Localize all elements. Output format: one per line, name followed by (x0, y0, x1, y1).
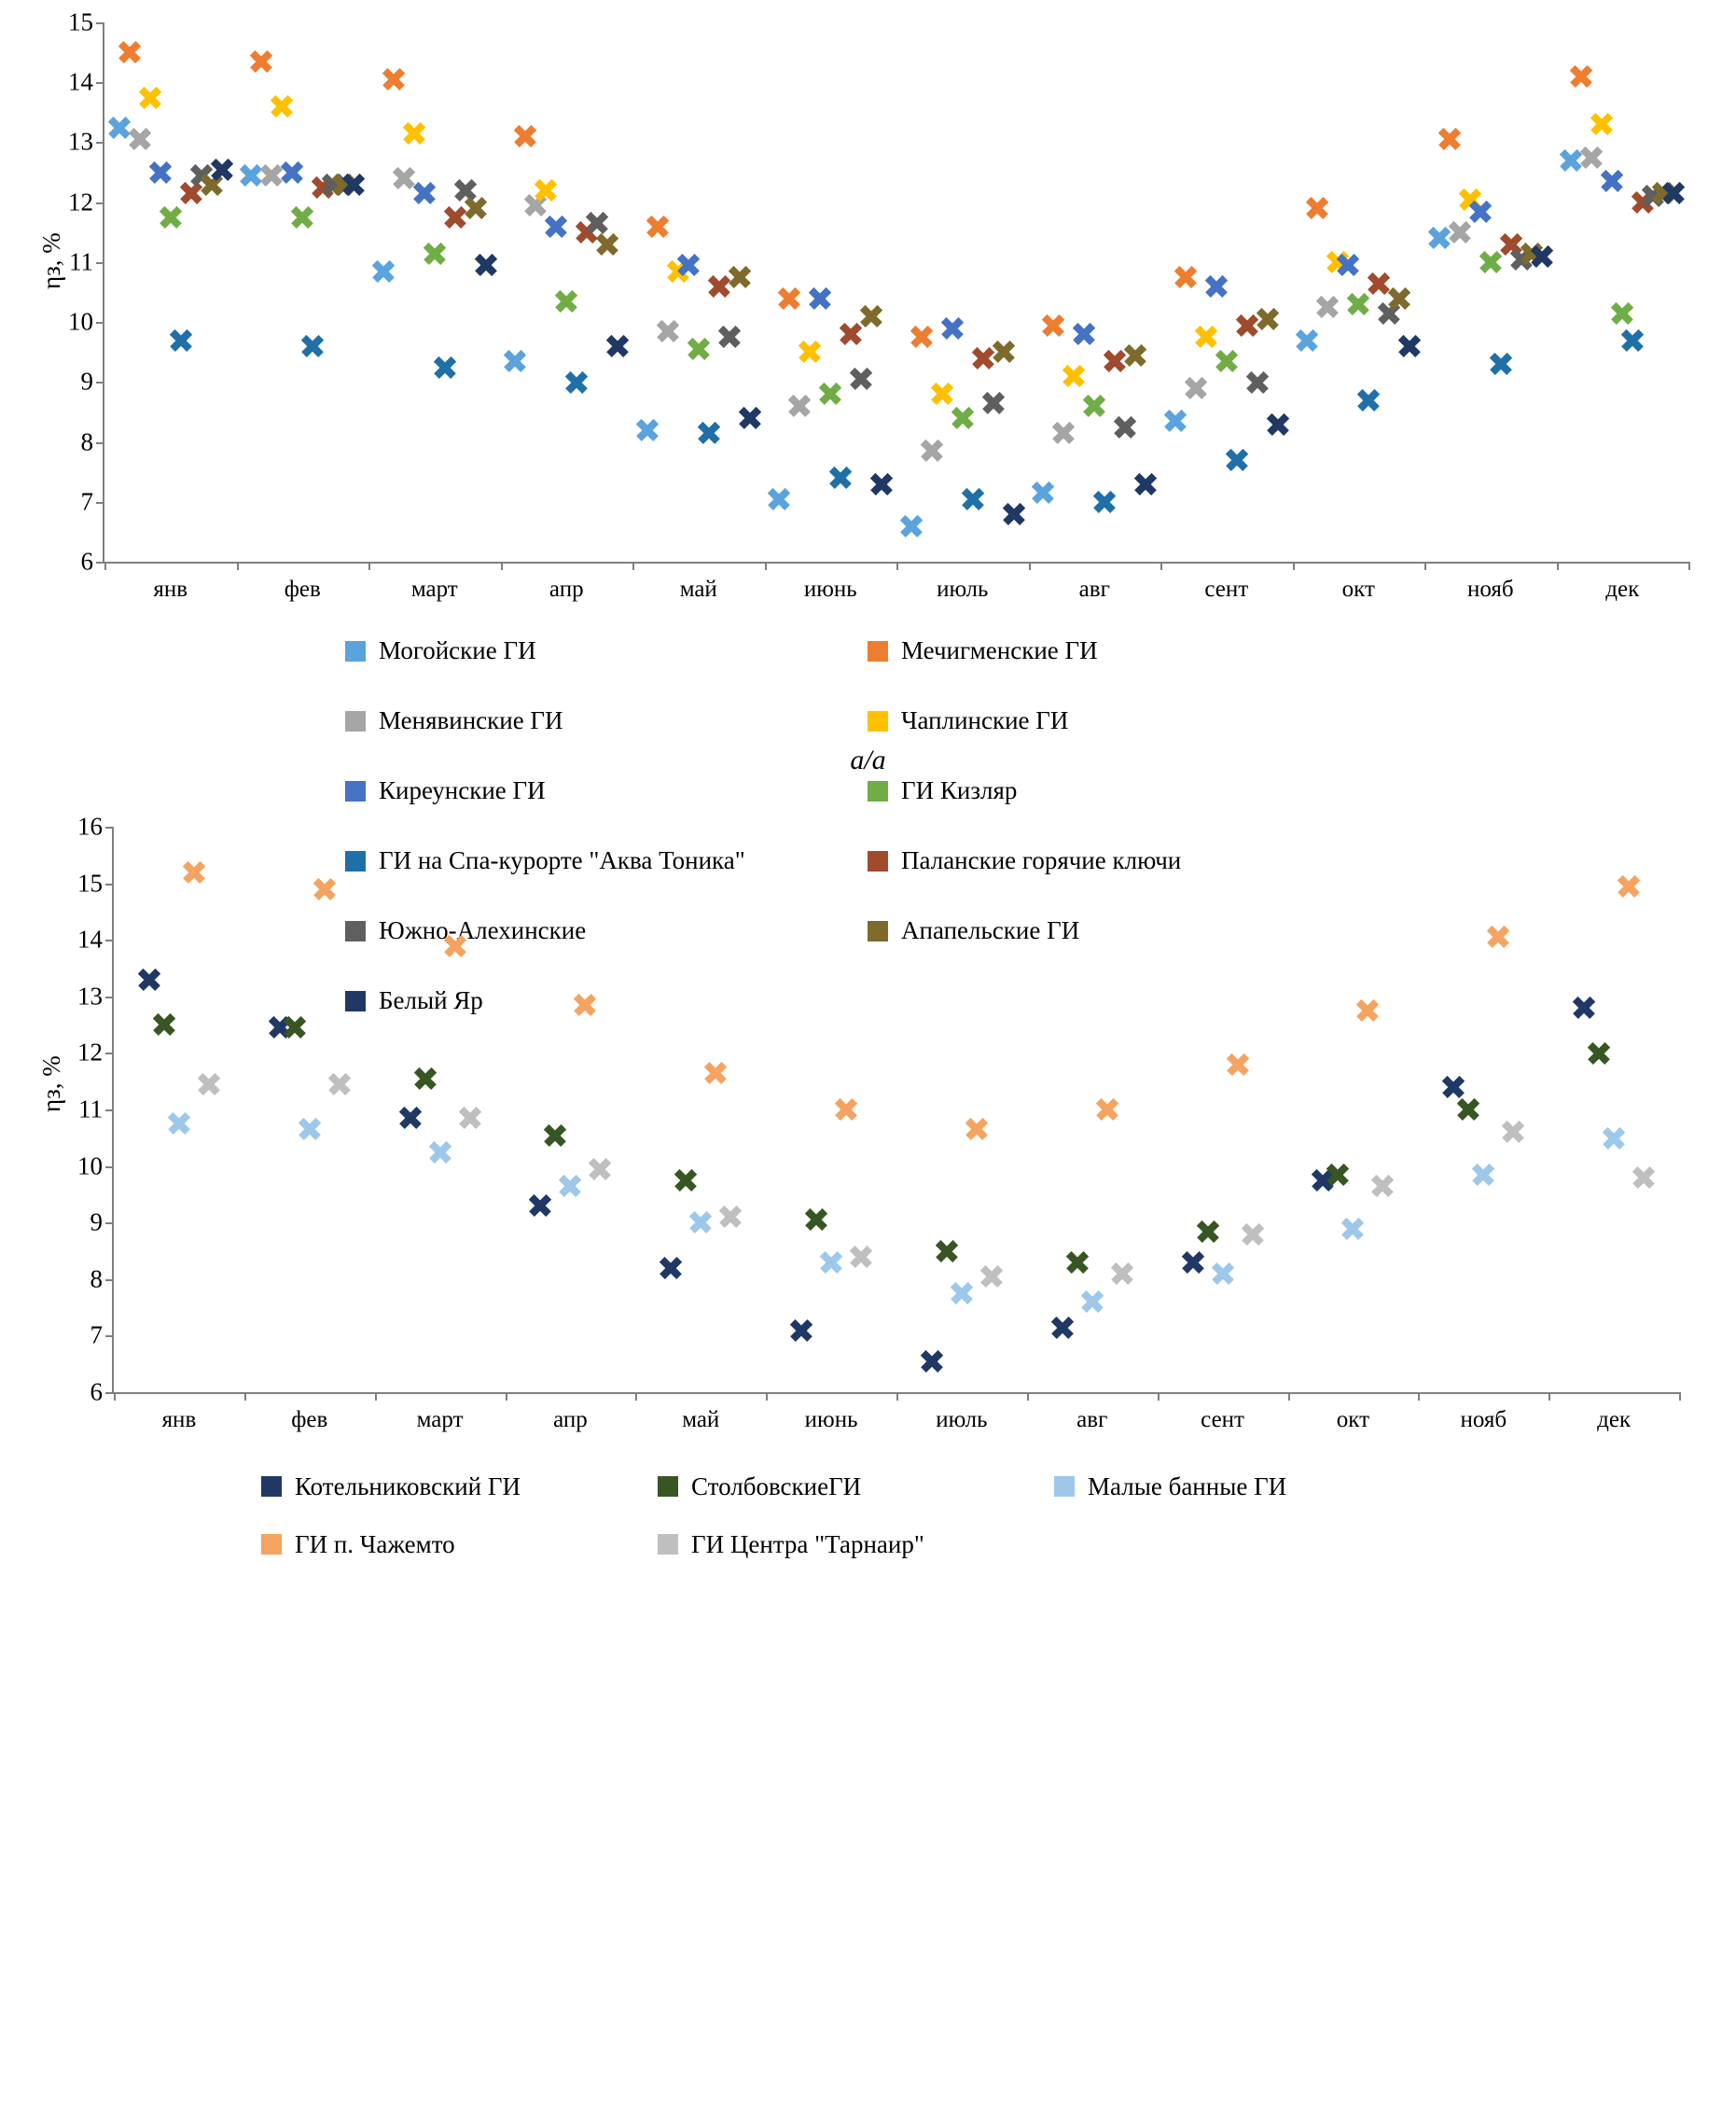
data-point-marker (1468, 199, 1493, 223)
data-point-marker (458, 1106, 482, 1130)
data-point-marker (1569, 64, 1593, 89)
data-point-marker (950, 1281, 974, 1305)
data-point-marker (1002, 502, 1026, 526)
data-point-marker (1215, 349, 1239, 373)
legend-label: Менявинские ГИ (379, 706, 563, 734)
data-point-marker (1387, 286, 1411, 310)
legend-color-swatch (261, 1476, 282, 1497)
x-axis-tick-label: дек (1605, 577, 1640, 602)
legend-label: Апапельские ГИ (901, 916, 1080, 944)
legend-label: Белый Яр (379, 986, 483, 1014)
data-point-marker (992, 340, 1016, 364)
data-point-marker (930, 382, 954, 406)
data-point-marker (728, 265, 752, 289)
data-point-marker (849, 1245, 873, 1269)
data-point-marker (290, 205, 314, 230)
data-point-marker (899, 513, 924, 537)
data-point-marker (118, 40, 142, 64)
data-point-marker (464, 196, 488, 220)
y-axis-tick-mark (96, 142, 104, 144)
y-axis-tick-mark (96, 262, 104, 264)
data-point-marker (382, 67, 406, 91)
x-axis-tick-mark (104, 562, 106, 570)
data-point-marker (718, 1205, 743, 1229)
y-axis-tick-label: 6 (80, 547, 93, 576)
y-axis-tick-label: 15 (77, 869, 103, 898)
x-axis-tick-mark (375, 1392, 377, 1401)
data-point-marker (1471, 1163, 1495, 1187)
data-point-marker (543, 1123, 567, 1147)
data-point-marker (280, 160, 304, 185)
data-point-marker (1661, 181, 1686, 205)
data-point-marker (1050, 1315, 1075, 1339)
x-axis-tick-label: янв (153, 577, 188, 602)
data-point-marker (1602, 1125, 1626, 1150)
data-point-marker (283, 1015, 307, 1039)
data-point-marker (849, 367, 873, 391)
x-axis-tick-label: авг (1078, 577, 1110, 602)
chart-b-plot-area (77, 812, 1679, 1432)
data-point-marker (1501, 1120, 1525, 1144)
data-point-marker (528, 1193, 552, 1218)
y-axis-tick-mark (96, 322, 104, 324)
y-axis-tick-mark (105, 940, 114, 941)
data-point-marker (717, 325, 742, 349)
data-point-marker (554, 289, 578, 314)
data-point-marker (1600, 169, 1624, 193)
data-point-marker (503, 349, 527, 373)
data-point-marker (920, 439, 944, 463)
data-point-marker (1072, 322, 1096, 346)
x-axis-tick-label: сент (1201, 1407, 1244, 1432)
legend-color-swatch (868, 781, 888, 802)
data-point-marker (1256, 307, 1280, 331)
legend-color-swatch (1054, 1476, 1075, 1497)
data-point-marker (1194, 325, 1218, 349)
data-point-marker (676, 253, 701, 277)
data-point-marker (1110, 1262, 1134, 1286)
x-axis-tick-mark (1688, 562, 1690, 570)
data-point-marker (1579, 146, 1604, 170)
x-axis-tick-label: июнь (804, 1407, 858, 1432)
data-point-marker (152, 1012, 176, 1037)
data-point-marker (965, 1117, 989, 1141)
x-axis-tick-label: окт (1341, 577, 1375, 602)
y-axis-label-a: ηз, % (37, 232, 65, 289)
y-axis-tick-label: 10 (68, 307, 93, 336)
data-point-marker (1340, 1216, 1365, 1240)
data-point-marker (1356, 388, 1381, 412)
data-point-marker (920, 1349, 944, 1374)
chart-b-legend (261, 1458, 1474, 1573)
legend-color-swatch (261, 1534, 282, 1555)
x-axis-tick-mark (1557, 562, 1559, 570)
chart-b (0, 804, 1736, 1558)
data-point-marker (646, 214, 670, 238)
legend-color-swatch (345, 781, 366, 802)
x-axis-tick-label: дек (1597, 1407, 1632, 1432)
data-point-marker (1204, 274, 1229, 299)
y-axis-tick-mark (96, 82, 104, 84)
y-axis-tick-label: 15 (68, 7, 93, 36)
data-point-marker (413, 1067, 437, 1091)
y-axis-tick-label: 7 (90, 1320, 103, 1349)
data-point-marker (1226, 1053, 1250, 1077)
x-axis-tick-mark (501, 562, 503, 570)
y-axis-tick-mark (105, 1166, 114, 1168)
legend-color-swatch (868, 711, 888, 732)
data-point-marker (398, 1106, 423, 1130)
data-point-marker (808, 286, 832, 310)
data-point-marker (981, 391, 1006, 415)
data-point-marker (1632, 1165, 1656, 1190)
x-axis-tick-label: окт (1336, 1407, 1370, 1432)
data-point-marker (1080, 1290, 1104, 1314)
data-point-marker (1530, 244, 1554, 268)
y-axis-tick-mark (105, 884, 114, 886)
data-point-marker (787, 394, 812, 418)
y-axis-tick-label: 11 (78, 1095, 103, 1123)
data-point-marker (1346, 292, 1370, 316)
y-axis-tick-label: 12 (77, 1038, 103, 1067)
x-axis-tick-mark (1679, 1392, 1681, 1401)
legend-color-swatch (658, 1476, 678, 1497)
data-point-marker (1610, 300, 1634, 325)
data-point-marker (828, 466, 853, 490)
x-axis-tick-mark (1418, 1392, 1420, 1401)
data-point-marker (1241, 1221, 1265, 1246)
data-point-marker (910, 325, 934, 349)
data-point-marker (148, 160, 173, 185)
data-point-marker (588, 1157, 612, 1181)
x-axis-tick-label: май (679, 577, 717, 602)
data-point-marker (249, 49, 273, 74)
data-point-marker (474, 253, 498, 277)
chart-a-plot-area (68, 7, 1688, 602)
data-point-marker (1245, 370, 1270, 394)
data-point-marker (573, 993, 597, 1017)
data-point-marker (1174, 265, 1198, 289)
data-point-marker (777, 286, 801, 310)
data-point-marker (1437, 127, 1462, 151)
y-axis-tick-label: 9 (90, 1207, 103, 1236)
legend-label: ГИ Кизляр (901, 776, 1018, 804)
data-point-marker (703, 1061, 728, 1085)
data-point-marker (1031, 481, 1055, 505)
legend-label: Котельниковский ГИ (295, 1471, 521, 1500)
data-point-marker (412, 181, 437, 205)
x-axis-tick-label: июнь (803, 577, 857, 602)
x-axis-tick-mark (1027, 1392, 1029, 1401)
data-point-marker (595, 232, 619, 257)
data-point-marker (1326, 1163, 1350, 1187)
data-point-marker (270, 94, 294, 119)
y-axis-tick-mark (105, 997, 114, 998)
legend-color-swatch (345, 711, 366, 732)
y-axis-tick-mark (105, 827, 114, 829)
data-point-marker (656, 319, 680, 343)
data-point-marker (138, 85, 162, 109)
data-point-marker (659, 1256, 683, 1280)
data-point-marker (979, 1264, 1004, 1289)
legend-label: Малые банные ГИ (1088, 1471, 1287, 1500)
data-point-marker (1184, 376, 1208, 400)
data-point-marker (327, 1072, 352, 1096)
x-axis-tick-mark (368, 562, 370, 570)
x-axis-tick-mark (632, 562, 634, 570)
legend-item (345, 686, 868, 756)
data-point-marker (443, 933, 467, 957)
legend-label: Южно-Алехинские (379, 916, 587, 944)
x-axis-tick-mark (244, 1392, 246, 1401)
data-point-marker (1266, 411, 1290, 436)
y-axis-tick-mark (96, 202, 104, 204)
y-axis-tick-label: 14 (77, 925, 103, 954)
data-point-marker (558, 1174, 582, 1198)
y-axis-tick-mark (105, 1279, 114, 1281)
legend-label: ГИ на Спа-курорте "Аква Тоника" (379, 846, 745, 874)
data-point-marker (1441, 1075, 1465, 1099)
y-axis-tick-label: 16 (77, 812, 103, 841)
y-axis-tick-label: 10 (77, 1151, 103, 1180)
data-point-marker (635, 418, 660, 442)
data-point-marker (423, 241, 447, 265)
y-axis-tick-label: 6 (90, 1377, 103, 1406)
data-point-marker (859, 304, 883, 328)
data-point-marker (433, 355, 457, 379)
data-point-marker (1590, 112, 1614, 136)
x-axis-tick-label: март (416, 1407, 464, 1432)
legend-item (868, 616, 1390, 686)
data-point-marker (544, 214, 568, 238)
data-point-marker (1082, 394, 1106, 418)
data-point-marker (197, 1072, 221, 1096)
data-point-marker (674, 1168, 698, 1192)
data-point-marker (697, 421, 721, 445)
data-point-marker (1133, 472, 1158, 496)
x-axis-tick-mark (635, 1392, 637, 1401)
data-point-marker (1196, 1219, 1220, 1243)
data-point-marker (300, 334, 325, 358)
data-point-marker (834, 1097, 858, 1122)
data-point-marker (1336, 253, 1360, 277)
x-axis-tick-label: апр (549, 577, 584, 602)
y-axis-tick-label: 11 (69, 247, 93, 276)
data-point-marker (341, 172, 366, 196)
x-axis-tick-label: март (410, 577, 458, 602)
y-axis-tick-mark (105, 1335, 114, 1337)
y-axis-tick-mark (105, 1109, 114, 1111)
legend-label: Мечигменские ГИ (901, 636, 1098, 664)
legend-label: ГИ п. Чажемто (295, 1529, 455, 1558)
y-axis-tick-label: 9 (80, 367, 93, 396)
data-point-marker (402, 121, 426, 146)
legend-item (868, 686, 1390, 756)
legend-item (658, 1458, 1054, 1515)
x-axis-tick-label: янв (161, 1407, 197, 1432)
y-axis-tick-mark (96, 22, 104, 24)
data-point-marker (789, 1318, 813, 1342)
data-point-marker (159, 205, 183, 230)
data-point-marker (1355, 998, 1380, 1023)
data-point-marker (1617, 874, 1641, 899)
data-point-marker (564, 370, 589, 394)
y-axis-tick-mark (96, 382, 104, 384)
data-point-marker (1315, 295, 1340, 319)
legend-item (261, 1458, 658, 1515)
x-axis-tick-mark (1293, 562, 1295, 570)
data-point-marker (605, 334, 630, 358)
legend-color-swatch (345, 641, 366, 662)
data-point-marker (1489, 352, 1513, 376)
data-point-marker (128, 127, 152, 151)
data-point-marker (688, 1210, 713, 1234)
data-point-marker (940, 316, 965, 341)
y-axis-tick-mark (105, 1222, 114, 1224)
x-axis-tick-label: июль (937, 577, 989, 602)
y-axis-tick-mark (105, 1053, 114, 1054)
legend-label: ГИ Центра "Тарнаир" (691, 1529, 924, 1558)
data-point-marker (182, 859, 206, 884)
x-axis-tick-mark (114, 1392, 116, 1401)
data-point-marker (1092, 490, 1117, 514)
y-axis-tick-label: 14 (68, 67, 93, 96)
legend-label: Чаплинские ГИ (901, 706, 1069, 734)
data-point-marker (1397, 334, 1422, 358)
data-point-marker (371, 259, 396, 284)
data-point-marker (1113, 415, 1137, 439)
data-point-marker (1123, 342, 1147, 367)
legend-item (1054, 1458, 1451, 1515)
x-axis-tick-mark (1160, 562, 1162, 570)
x-axis-tick-label: сент (1204, 577, 1249, 602)
x-axis-tick-mark (765, 562, 767, 570)
data-point-marker (798, 340, 822, 364)
data-point-marker (428, 1139, 452, 1164)
x-axis-tick-label: июль (936, 1407, 988, 1432)
x-axis-tick-label: фев (291, 1407, 328, 1432)
y-axis-tick-label: 12 (68, 188, 93, 216)
y-axis-tick-label: 7 (80, 487, 93, 516)
data-point-marker (1370, 1174, 1395, 1198)
data-point-marker (513, 124, 537, 148)
data-point-marker (818, 382, 842, 406)
legend-label: Киреунские ГИ (379, 776, 546, 804)
x-axis-tick-label: нояб (1460, 1407, 1507, 1432)
data-point-marker (1448, 220, 1472, 244)
legend-item (345, 616, 868, 686)
data-point-marker (1587, 1040, 1611, 1065)
legend-label: Паланские горячие ключи (901, 846, 1182, 874)
y-axis-tick-label: 8 (90, 1264, 103, 1293)
data-point-marker (210, 157, 234, 181)
x-axis-tick-mark (1158, 1392, 1160, 1401)
data-point-marker (1163, 409, 1187, 433)
data-point-marker (1065, 1250, 1090, 1275)
y-axis-tick-mark (96, 562, 104, 564)
data-point-marker (137, 968, 161, 992)
data-point-marker (298, 1117, 322, 1141)
data-point-marker (738, 406, 762, 430)
legend-label: Могойские ГИ (379, 636, 536, 664)
figure-caption-a: а/а (850, 745, 886, 775)
data-point-marker (1095, 1097, 1119, 1122)
data-point-marker (935, 1239, 959, 1263)
data-point-marker (167, 1111, 191, 1136)
data-point-marker (1295, 328, 1319, 352)
data-point-marker (1456, 1097, 1480, 1122)
y-axis-tick-label: 13 (68, 127, 93, 156)
data-point-marker (1225, 448, 1249, 472)
legend-label: СтолбовскиеГИ (691, 1471, 862, 1500)
data-point-marker (169, 328, 193, 352)
data-point-marker (819, 1250, 843, 1275)
data-point-marker (1062, 364, 1086, 388)
x-axis-tick-mark (1029, 562, 1031, 570)
legend-color-swatch (658, 1534, 678, 1555)
data-point-marker (767, 487, 791, 511)
data-point-marker (1620, 328, 1645, 352)
y-axis-tick-mark (105, 1392, 114, 1394)
data-point-marker (1572, 996, 1596, 1020)
x-axis-tick-label: нояб (1466, 577, 1514, 602)
x-axis-tick-label: май (682, 1407, 720, 1432)
x-axis-tick-mark (1549, 1392, 1550, 1401)
x-axis-tick-label: фев (284, 577, 321, 602)
legend-item (658, 1515, 1054, 1573)
data-point-marker (951, 406, 975, 430)
x-axis-tick-mark (506, 1392, 507, 1401)
x-axis-tick-mark (237, 562, 239, 570)
data-point-marker (1305, 196, 1329, 220)
data-point-marker (1211, 1262, 1235, 1286)
data-point-marker (961, 487, 985, 511)
x-axis-tick-mark (896, 562, 898, 570)
chart-b-plot-wrapper (0, 804, 1736, 1439)
data-point-marker (869, 472, 894, 496)
legend-item (261, 1515, 658, 1573)
data-point-marker (312, 877, 337, 901)
data-point-marker (534, 178, 558, 202)
x-axis-tick-mark (766, 1392, 768, 1401)
chart-a-plot-wrapper (0, 0, 1736, 602)
data-point-marker (1486, 925, 1510, 949)
data-point-marker (1041, 313, 1065, 337)
x-axis-tick-mark (1288, 1392, 1290, 1401)
y-axis-tick-mark (96, 442, 104, 444)
data-point-marker (1181, 1250, 1205, 1275)
data-point-marker (687, 337, 711, 361)
data-point-marker (804, 1207, 828, 1232)
legend-color-swatch (868, 641, 888, 662)
y-axis-tick-label: 8 (80, 427, 93, 456)
x-axis-tick-mark (1424, 562, 1426, 570)
x-axis-tick-label: апр (553, 1407, 588, 1432)
x-axis-tick-mark (896, 1392, 898, 1401)
y-axis-tick-mark (96, 502, 104, 504)
y-axis-label-b: ηз, % (37, 1055, 65, 1112)
data-point-marker (1051, 421, 1076, 445)
y-axis-tick-label: 13 (77, 982, 103, 1011)
x-axis-tick-label: авг (1076, 1407, 1108, 1432)
